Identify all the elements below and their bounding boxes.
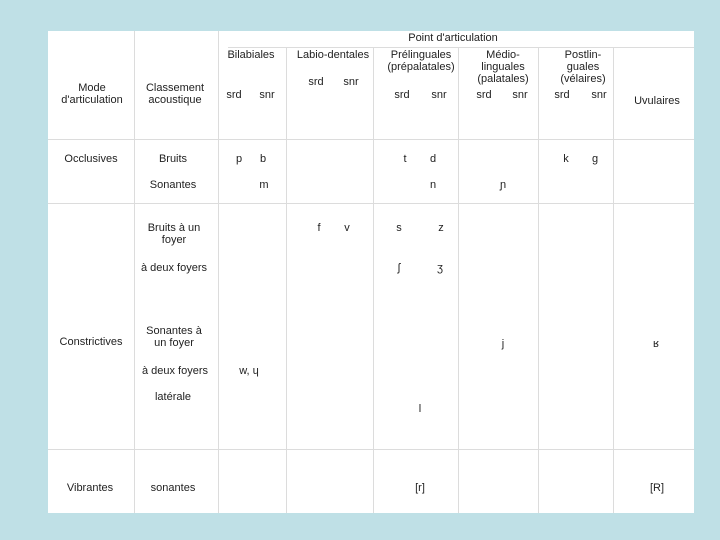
header-bottom-line: [48, 139, 694, 140]
cell-l: l: [418, 403, 422, 415]
phoneme-table: [48, 31, 694, 513]
row-laterale: latérale: [154, 391, 192, 403]
cell-n: n: [429, 179, 437, 191]
cell-p: p: [235, 153, 243, 165]
header-prel-snr: snr: [431, 89, 447, 101]
cell-g: g: [591, 153, 599, 165]
cell-z: z: [438, 222, 444, 234]
header-medio-snr: snr: [512, 89, 528, 101]
header-labio-dentales: Labio-dentales: [296, 49, 370, 61]
header-postlinguales: Postlin- guales (vélaires): [560, 49, 606, 85]
cell-j: j: [501, 338, 505, 350]
header-mediolinguales: Médio- linguales (palatales): [477, 49, 529, 85]
header-labio-snr: snr: [343, 76, 359, 88]
header-bilab-srd: srd: [226, 89, 242, 101]
cell-b: b: [259, 153, 267, 165]
header-classement-acoustique: Classement acoustique: [145, 82, 205, 106]
col-divider-medio: [538, 47, 539, 513]
header-prelinguales: Prélinguales (prépalatales): [387, 49, 455, 73]
cell-r-uvular: [R]: [649, 482, 665, 494]
col-divider-labio: [373, 47, 374, 513]
col-divider-bilabiales: [286, 47, 287, 513]
row-sonantes: Sonantes: [149, 179, 197, 191]
cell-d: d: [429, 153, 437, 165]
cell-zh: ʒ: [437, 262, 443, 274]
cell-palatal-nasal: ɲ: [499, 179, 507, 191]
row-a-deux-foyers-1: à deux foyers: [140, 262, 208, 274]
cell-m: m: [259, 179, 269, 191]
header-medio-srd: srd: [476, 89, 492, 101]
cell-r-apical: [r]: [415, 482, 425, 494]
row-sonantes-un-foyer: Sonantes à un foyer: [146, 325, 202, 349]
header-bilabiales: Bilabiales: [227, 49, 275, 61]
row-bruits: Bruits: [158, 153, 188, 165]
header-uvulaires: Uvulaires: [634, 95, 680, 107]
header-point-articulation: Point d'articulation: [408, 32, 498, 44]
cell-s: s: [396, 222, 402, 234]
row-divider-constrictives: [48, 449, 694, 450]
row-sonantes-vibrantes: sonantes: [150, 482, 196, 494]
header-post-srd: srd: [554, 89, 570, 101]
cell-f: f: [317, 222, 321, 234]
cell-w-tu: w, ɥ: [239, 365, 259, 377]
cell-sh: ʃ: [397, 262, 401, 274]
header-mode-articulation: Mode d'articulation: [61, 82, 123, 106]
col-divider-prel: [458, 47, 459, 513]
col-divider-post: [613, 47, 614, 513]
header-prel-srd: srd: [394, 89, 410, 101]
row-a-deux-foyers-2: à deux foyers: [141, 365, 209, 377]
header-labio-srd: srd: [308, 76, 324, 88]
header-top-line: [228, 47, 694, 48]
header-bilab-snr: snr: [259, 89, 275, 101]
row-bruits-un-foyer: Bruits à un foyer: [147, 222, 201, 246]
col-divider-classement: [218, 31, 219, 513]
row-constrictives: Constrictives: [59, 336, 123, 348]
row-occlusives: Occlusives: [64, 153, 118, 165]
cell-uvular-fricative: ʁ: [653, 338, 659, 350]
cell-v: v: [344, 222, 350, 234]
row-vibrantes: Vibrantes: [66, 482, 114, 494]
header-post-snr: snr: [591, 89, 607, 101]
cell-k: k: [563, 153, 569, 165]
row-divider-occlusives: [48, 203, 694, 204]
cell-t: t: [403, 153, 407, 165]
col-divider-mode: [134, 31, 135, 513]
